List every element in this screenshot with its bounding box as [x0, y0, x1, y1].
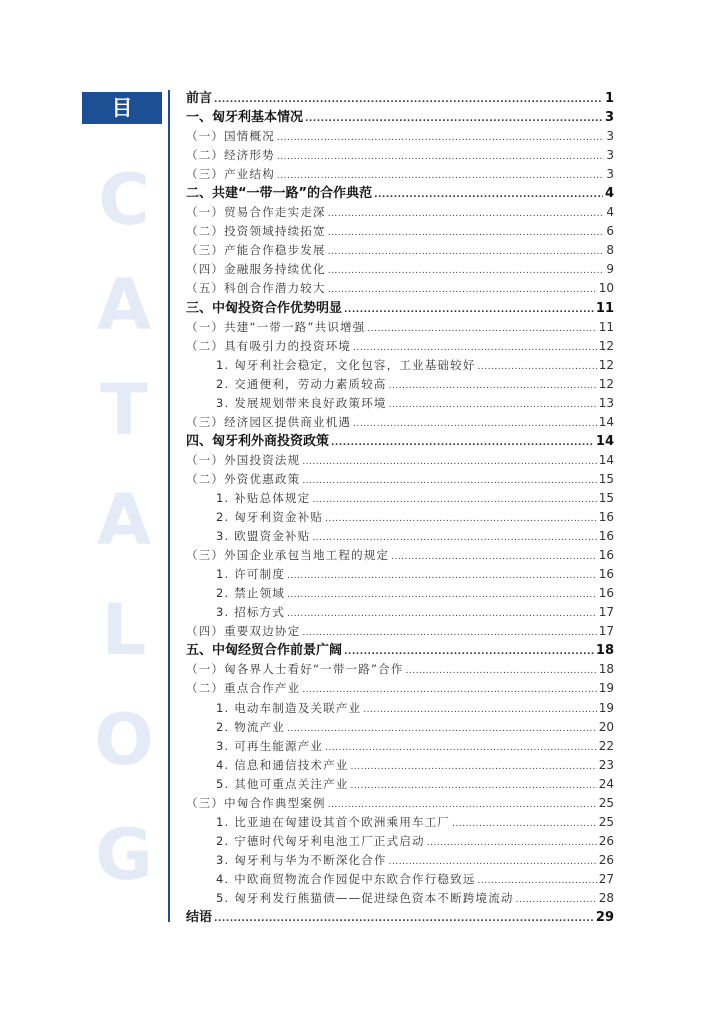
watermark-letter-a: A — [96, 264, 152, 346]
toc-entry[interactable] — [186, 146, 614, 165]
toc-leader-dots — [328, 281, 597, 300]
toc-entry-title: 2. 宁德时代匈牙利电池工厂正式启动 — [216, 833, 425, 848]
toc-leader-dots — [325, 510, 597, 529]
toc-leader-dots — [287, 720, 597, 739]
toc-entry-title: （三）经济园区提供商业机遇 — [186, 414, 352, 429]
toc-entry-title: 一、匈牙利基本情况 — [186, 110, 304, 126]
toc-entry-title: （二）投资领域持续拓宽 — [186, 224, 326, 239]
toc-entry-page: 3 — [606, 148, 614, 163]
toc-entry[interactable] — [186, 241, 614, 260]
toc-entry[interactable] — [186, 356, 614, 375]
toc-entry-title: 4. 中欧商贸物流合作园促中东欧合作行稳致远 — [216, 871, 476, 886]
catalog-title: 目 录 — [111, 96, 142, 152]
toc-leader-dots — [389, 377, 597, 396]
toc-entry-title: （五）科创合作潜力较大 — [186, 281, 326, 296]
toc-entry[interactable] — [186, 299, 614, 318]
toc-leader-dots — [516, 891, 597, 910]
toc-entry[interactable] — [186, 546, 614, 565]
toc-leader-dots — [302, 453, 596, 472]
toc-entry-title: （一）国情概况 — [186, 129, 275, 144]
toc-entry-page: 28 — [598, 890, 614, 905]
toc-entry-title: 四、匈牙利外商投资政策 — [186, 433, 330, 449]
toc-leader-dots — [351, 777, 597, 796]
watermark-letter-t: T — [100, 369, 148, 451]
toc-entry-title: 前言 — [186, 91, 213, 106]
toc-entry[interactable] — [186, 279, 614, 298]
toc-leader-dots — [325, 739, 597, 758]
toc-entry[interactable] — [186, 165, 614, 184]
toc-entry-title: （三）外国企业承包当地工程的规定 — [186, 548, 390, 563]
toc-entry[interactable] — [186, 641, 614, 660]
toc-entry-title: 1. 匈牙利社会稳定，文化包容，工业基础较好 — [216, 357, 476, 372]
toc-entry[interactable] — [186, 413, 614, 432]
toc-entry-title: （二）外资优惠政策 — [186, 471, 301, 486]
toc-entry[interactable] — [186, 451, 614, 470]
toc-leader-dots — [363, 701, 596, 720]
toc-entry[interactable] — [186, 89, 614, 108]
toc-leader-dots — [328, 224, 605, 243]
toc-entry-page: 27 — [598, 871, 614, 886]
toc-entry-title: （二）经济形势 — [186, 148, 275, 163]
toc-entry[interactable] — [186, 832, 614, 851]
toc-entry-page: 18 — [595, 643, 614, 659]
watermark-letter-a2: A — [96, 479, 152, 561]
toc-entry-page: 19 — [598, 681, 614, 696]
toc-leader-dots — [302, 624, 596, 643]
toc-leader-dots — [406, 662, 597, 681]
toc-entry-title: （二）重点合作产业 — [186, 681, 301, 696]
toc-leader-dots — [214, 910, 594, 929]
toc-entry-page: 16 — [598, 510, 614, 525]
toc-entry[interactable] — [186, 718, 614, 737]
toc-entry[interactable] — [186, 584, 614, 603]
toc-entry[interactable] — [186, 432, 614, 451]
toc-entry-title: （二）具有吸引力的投资环境 — [186, 338, 352, 353]
toc-entry[interactable] — [186, 203, 614, 222]
toc-leader-dots — [391, 548, 597, 567]
toc-entry-page: 29 — [595, 910, 614, 926]
toc-entry-title: 1. 许可制度 — [216, 567, 286, 582]
toc-entry-page: 14 — [598, 452, 614, 467]
toc-entry-page: 9 — [606, 262, 614, 277]
toc-entry[interactable] — [186, 679, 614, 698]
toc-entry-title: （四）重要双边协定 — [186, 624, 301, 639]
toc-leader-dots — [277, 129, 604, 148]
toc-entry-title: 3. 招标方式 — [216, 605, 286, 620]
toc-entry[interactable] — [186, 565, 614, 584]
toc-entry-page: 16 — [598, 567, 614, 582]
toc-entry-title: 1. 电动车制造及关联产业 — [216, 700, 362, 715]
toc-entry-page: 19 — [598, 700, 614, 715]
toc-leader-dots — [351, 758, 597, 777]
toc-leader-dots — [287, 586, 597, 605]
toc-entry[interactable] — [186, 756, 614, 775]
toc-entry-page: 16 — [598, 529, 614, 544]
toc-leader-dots — [452, 815, 597, 834]
toc-entry-title: 二、共建“一带一路”的合作典范 — [186, 186, 373, 202]
toc-entry-page: 18 — [598, 662, 614, 677]
toc-entry-page: 4 — [604, 186, 614, 202]
toc-entry-page: 20 — [598, 719, 614, 734]
toc-entry-title: （一）共建“一带一路”共识增强 — [186, 319, 366, 334]
toc-entry-page: 14 — [595, 433, 614, 449]
toc-entry-page: 12 — [598, 357, 614, 372]
toc-entry[interactable] — [186, 603, 614, 622]
toc-entry[interactable] — [186, 889, 614, 908]
toc-leader-dots — [287, 605, 597, 624]
toc-entry-page: 1 — [604, 91, 614, 106]
toc-entry[interactable] — [186, 260, 614, 279]
toc-leader-dots — [331, 434, 594, 453]
toc-entry-title: 5. 其他可重点关注产业 — [216, 776, 349, 791]
toc-entry[interactable] — [186, 508, 614, 527]
toc-entry-page: 26 — [598, 852, 614, 867]
toc-entry[interactable] — [186, 318, 614, 337]
toc-entry[interactable] — [186, 622, 614, 641]
toc-entry-page: 12 — [598, 338, 614, 353]
toc-leader-dots — [478, 358, 597, 377]
toc-entry-title: 结语 — [186, 910, 213, 926]
toc-entry-title: 3. 欧盟资金补贴 — [216, 529, 311, 544]
toc-leader-dots — [374, 186, 603, 205]
toc-entry[interactable] — [186, 394, 614, 413]
toc-entry-title: 3. 可再生能源产业 — [216, 738, 324, 753]
toc-entry-title: （一）匈各界人士看好“一带一路”合作 — [186, 662, 404, 677]
toc-entry-page: 17 — [598, 605, 614, 620]
toc-entry[interactable] — [186, 699, 614, 718]
toc-entry[interactable] — [186, 222, 614, 241]
toc-entry-page: 11 — [598, 319, 614, 334]
toc-entry-page: 3 — [604, 110, 614, 126]
toc-entry-title: （四）金融服务持续优化 — [186, 262, 326, 277]
toc-entry-page: 25 — [598, 795, 614, 810]
toc-entry-page: 3 — [606, 129, 614, 144]
toc-entry[interactable] — [186, 108, 614, 127]
toc-entry[interactable] — [186, 337, 614, 356]
toc-entry[interactable] — [186, 775, 614, 794]
toc-leader-dots — [427, 834, 597, 853]
toc-entry-page: 16 — [598, 548, 614, 563]
toc-entry[interactable] — [186, 375, 614, 394]
table-of-contents — [186, 89, 614, 927]
toc-leader-dots — [328, 262, 605, 281]
toc-entry-title: 3. 匈牙利与华为不断深化合作 — [216, 852, 387, 867]
watermark-letter-g: G — [95, 814, 153, 896]
toc-entry[interactable] — [186, 813, 614, 832]
toc-entry-page: 16 — [598, 586, 614, 601]
toc-entry-title: 五、中匈经贸合作前景广阔 — [186, 643, 343, 659]
toc-leader-dots — [305, 110, 603, 129]
toc-leader-dots — [328, 243, 605, 262]
watermark-letter-o: O — [94, 699, 154, 781]
toc-entry[interactable] — [186, 870, 614, 889]
toc-leader-dots — [353, 415, 597, 434]
toc-entry-title: （三）产业结构 — [186, 167, 275, 182]
toc-entry[interactable] — [186, 660, 614, 679]
toc-entry-page: 14 — [598, 414, 614, 429]
toc-entry-page: 17 — [598, 624, 614, 639]
toc-entry-title: 4. 信息和通信技术产业 — [216, 757, 349, 772]
toc-entry[interactable] — [186, 489, 614, 508]
toc-entry-title: 1. 比亚迪在匈建设其首个欧洲乘用车工厂 — [216, 814, 451, 829]
toc-leader-dots — [312, 491, 596, 510]
toc-entry-title: （三）产能合作稳步发展 — [186, 243, 326, 258]
toc-entry[interactable] — [186, 184, 614, 203]
toc-leader-dots — [302, 472, 596, 491]
toc-entry-page: 4 — [606, 205, 614, 220]
toc-entry[interactable] — [186, 794, 614, 813]
watermark-letter-c: C — [98, 159, 150, 241]
toc-entry-title: （一）外国投资法规 — [186, 452, 301, 467]
toc-entry-title: 5. 匈牙利发行熊猫债——促进绿色资本不断跨境流动 — [216, 890, 514, 905]
toc-entry-page: 26 — [598, 833, 614, 848]
toc-entry-title: 1. 补贴总体规定 — [216, 490, 311, 505]
toc-entry-page: 15 — [598, 471, 614, 486]
toc-entry-title: 2. 禁止领域 — [216, 586, 286, 601]
toc-entry-page: 13 — [598, 395, 614, 410]
toc-entry[interactable] — [186, 527, 614, 546]
toc-leader-dots — [389, 396, 597, 415]
toc-leader-dots — [277, 148, 604, 167]
toc-entry-page: 23 — [598, 757, 614, 772]
toc-entry[interactable] — [186, 851, 614, 870]
toc-entry-page: 8 — [606, 243, 614, 258]
toc-leader-dots — [344, 301, 594, 320]
toc-entry-title: 2. 物流产业 — [216, 719, 286, 734]
catalog-title-badge — [82, 92, 162, 152]
toc-entry-title: （一）贸易合作走实走深 — [186, 205, 326, 220]
toc-entry-page: 11 — [595, 300, 614, 316]
toc-entry-title: （三）中匈合作典型案例 — [186, 795, 326, 810]
vertical-divider — [168, 90, 170, 922]
toc-entry-page: 6 — [606, 224, 614, 239]
toc-entry-page: 3 — [606, 167, 614, 182]
toc-leader-dots — [367, 320, 596, 339]
toc-leader-dots — [328, 205, 605, 224]
toc-entry-page: 22 — [598, 738, 614, 753]
toc-entry[interactable] — [186, 737, 614, 756]
toc-entry-title: 2. 交通便利，劳动力素质较高 — [216, 376, 387, 391]
toc-entry-page: 10 — [598, 281, 614, 296]
watermark-letter-l: L — [101, 589, 147, 671]
toc-entry-page: 15 — [598, 490, 614, 505]
toc-leader-dots — [287, 567, 597, 586]
toc-entry-page: 24 — [598, 776, 614, 791]
toc-entry[interactable] — [186, 908, 614, 927]
toc-entry[interactable] — [186, 470, 614, 489]
toc-entry-page: 12 — [598, 376, 614, 391]
toc-entry-title: 3. 发展规划带来良好政策环境 — [216, 395, 387, 410]
toc-entry-title: 三、中匈投资合作优势明显 — [186, 300, 343, 316]
toc-entry-title: 2. 匈牙利资金补贴 — [216, 510, 324, 525]
toc-entry-page: 25 — [598, 814, 614, 829]
toc-entry[interactable] — [186, 127, 614, 146]
